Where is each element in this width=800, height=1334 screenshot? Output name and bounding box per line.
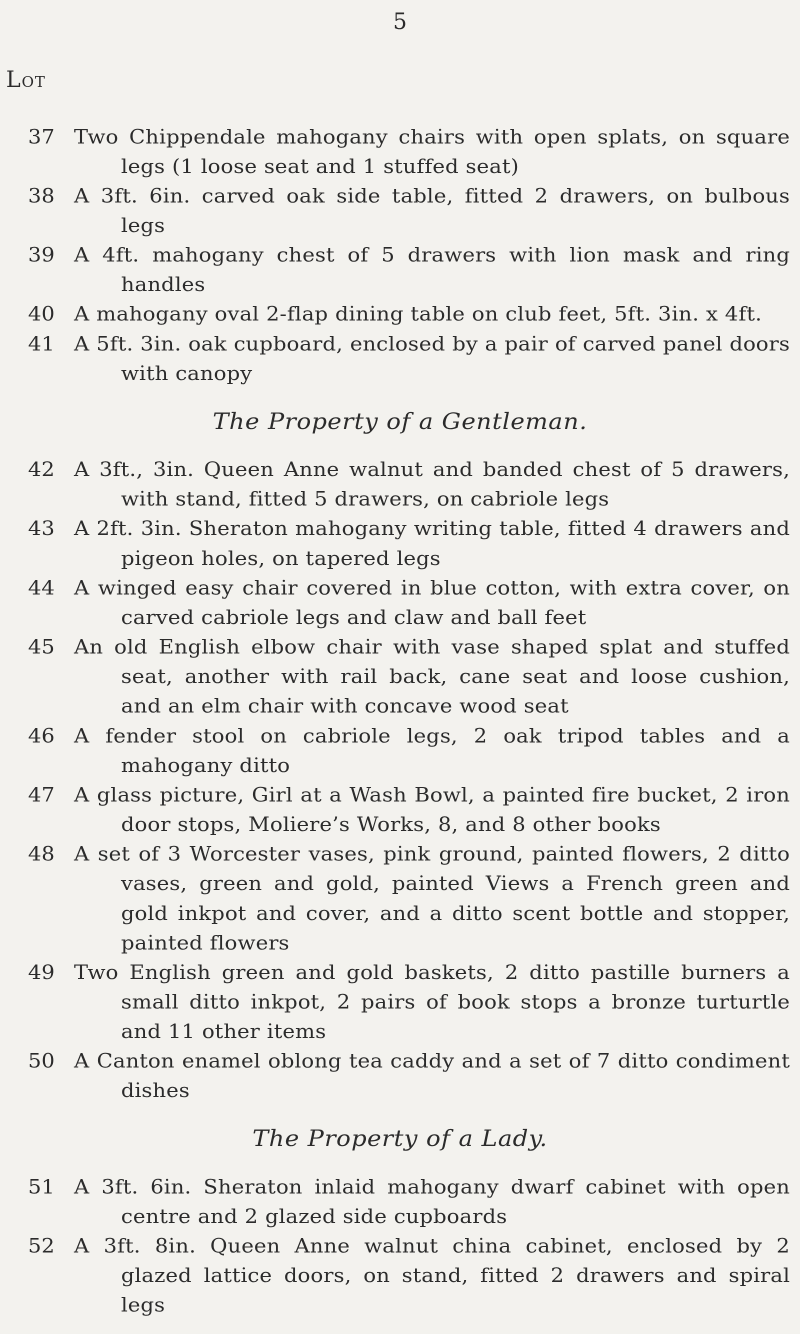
lot-description: A 3ft. 6in. carved oak side table, fitted 2 drawers, on bulbous legs (74, 184, 790, 237)
lot-description: A 2ft. 3in. Sheraton mahogany writing table, fitted 4 drawers and pigeon holes, on tapered legs (74, 517, 790, 570)
lot-number: 45 (28, 635, 55, 659)
lot-number: 38 (28, 184, 55, 208)
section-heading-gentleman: The Property of a Gentleman. (212, 408, 588, 435)
lot-number: 46 (28, 724, 55, 747)
lot-description: Two English green and gold baskets, 2 ditto pastille burners a small ditto inkpot, 2 pairs of book stops a bronze turturtle and 11 other items (74, 961, 790, 1043)
lot-number: 41 (28, 332, 55, 355)
lot-number: 48 (28, 843, 55, 866)
lot-description: A 3ft. 8in. Queen Anne walnut china cabinet, enclosed by 2 glazed lattice doors, on stand, fitted 2 drawers and spiral legs (74, 1234, 790, 1317)
lot-number: 49 (28, 961, 55, 984)
lot-number: 37 (28, 125, 55, 148)
lot-description: A 4ft. mahogany chest of 5 drawers with lion mask and ring handles (74, 244, 790, 296)
lot-description: A 5ft. 3in. oak cupboard, enclosed by a pair of carved panel doors with canopy (74, 332, 790, 385)
lot-number: 42 (28, 458, 55, 481)
lot-number: 47 (28, 783, 55, 807)
lot-number: 39 (28, 244, 55, 267)
lot-description: A mahogany oval 2-flap dining table on club feet, 5ft. 3in. x 4ft. (74, 303, 762, 326)
lot-number: 43 (28, 517, 55, 540)
page-number: 5 (393, 10, 407, 35)
lot-number: 52 (28, 1234, 55, 1258)
lot-description: An old English elbow chair with vase shaped splat and stuffed seat, another with rail back, cane seat and loose cushion, and an elm chair with concave wood seat (74, 635, 790, 718)
lot-description: A 3ft. 6in. Sheraton inlaid mahogany dwarf cabinet with open centre and 2 glazed side cupboards (74, 1175, 790, 1228)
lot-description: A Canton enamel oblong tea caddy and a set of 7 ditto condiment dishes (74, 1050, 790, 1102)
lot-number: 40 (28, 303, 55, 326)
lot-description: A glass picture, Girl at a Wash Bowl, a painted fire bucket, 2 iron door stops, Moliere’s Works, 8, and 8 other books (74, 783, 790, 836)
lot-number: 51 (28, 1175, 55, 1199)
lot-description: A winged easy chair covered in blue cotton, with extra cover, on carved cabriole legs and claw and ball feet (74, 576, 790, 629)
lot-description: A 3ft., 3in. Queen Anne walnut and banded chest of 5 drawers, with stand, fitted 5 drawers, on cabriole legs (74, 458, 790, 511)
lot-description: A fender stool on cabriole legs, 2 oak tripod tables and a mahogany ditto (74, 724, 790, 777)
lot-number: 50 (28, 1050, 55, 1073)
lot-description: A set of 3 Worcester vases, pink ground, painted flowers, 2 ditto vases, green and gold, painted Views a French green and gold inkpot and cover, and a ditto scent bottle and stopper, painted flowers (74, 843, 790, 954)
section-heading-lady: The Property of a Lady. (252, 1125, 548, 1152)
lot-number: 44 (28, 576, 55, 599)
lot-column-heading: Lot (6, 68, 46, 93)
lot-description: Two Chippendale mahogany chairs with open splats, on square legs (1 loose seat and 1 stuffed seat) (74, 125, 790, 178)
